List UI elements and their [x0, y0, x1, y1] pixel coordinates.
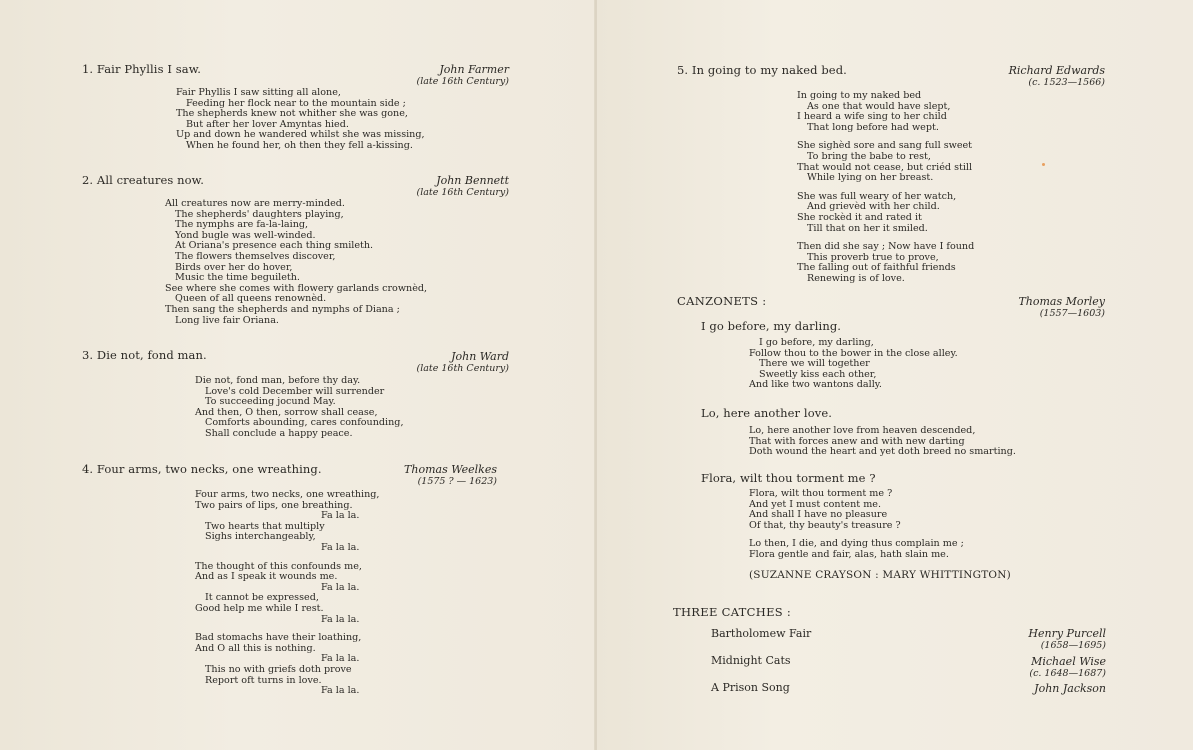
lyric-line: Fa la la. — [321, 685, 360, 697]
catch-title: Bartholomew Fair — [711, 627, 812, 640]
lyric-line: She sighèd sore and sang full sweet — [797, 140, 973, 152]
composer-name: John Bennett — [436, 174, 509, 187]
lyric-line: Fa la la. — [321, 541, 360, 553]
song-lyrics — [195, 490, 379, 697]
lyric-line: Flora, wilt thou torment me ? — [749, 488, 893, 499]
lyric-line: The nymphs are fa-la-laing, — [175, 219, 309, 231]
canzonet-lyrics — [749, 426, 1016, 458]
lyric-line: Fa la la. — [321, 653, 360, 665]
composer — [1029, 656, 1106, 680]
canzonet-title: I go before, my darling. — [701, 319, 842, 333]
catch-title: A Prison Song — [711, 681, 790, 694]
song-lyrics — [797, 91, 974, 285]
song-title: 1. Fair Phyllis I saw. — [82, 62, 202, 76]
lyric-line: And then, O then, sorrow shall cease, — [195, 406, 378, 418]
lyric-line: Die not, fond man, before thy day. — [195, 375, 361, 386]
composer — [404, 464, 497, 488]
catches-heading: THREE CATCHES : — [673, 605, 792, 619]
lyric-line: While lying on her breast. — [807, 172, 934, 184]
composer-name: John Ward — [451, 350, 509, 363]
composer — [1028, 628, 1106, 652]
lyric-line: Fair Phyllis I saw sitting all alone, — [176, 87, 341, 98]
lyric-line: Birds over her do hover, — [175, 261, 293, 273]
composer — [1018, 296, 1105, 320]
right-page — [597, 0, 1193, 750]
lyric-line: Bad stomachs have their loathing, — [195, 632, 362, 644]
lyric-line: And like two wantons dally. — [749, 379, 882, 391]
lyric-line: This no with griefs doth prove — [205, 663, 352, 675]
composer-dates: (c. 1523—1566) — [1028, 77, 1105, 88]
composer-dates: (1658—1695) — [1040, 640, 1106, 651]
composer-dates: (late 16th Century) — [416, 76, 509, 87]
left-page — [0, 0, 596, 750]
lyric-line: Then sang the shepherds and nymphs of Diana ; — [165, 303, 400, 315]
canzonet-title: Flora, wilt thou torment me ? — [701, 471, 876, 485]
lyric-line: This proverb true to prove, — [807, 251, 939, 263]
lyric-line: Sighs interchangeably, — [205, 531, 316, 543]
composer — [417, 351, 509, 375]
composer — [417, 175, 509, 199]
canzonet-lyrics — [749, 489, 964, 561]
song-title: 5. In going to my naked bed. — [677, 63, 847, 77]
lyric-line: When he found her, oh then they fell a-kissing. — [186, 139, 413, 151]
lyric-line: The shepherds' daughters playing, — [175, 208, 344, 220]
lyric-line: Queen of all queens renownèd. — [175, 293, 327, 305]
lyric-line: Sweetly kiss each other, — [759, 368, 877, 380]
composer — [1009, 65, 1105, 89]
canzonet-title: Lo, here another love. — [701, 406, 832, 420]
lyric-line: There we will together — [759, 358, 870, 370]
lyric-line: Love's cold December will surrender — [205, 385, 385, 397]
lyric-line: Two pairs of lips, one breathing. — [195, 499, 353, 511]
song-title: 4. Four arms, two necks, one wreathing. — [82, 462, 322, 476]
lyric-line: Fa la la. — [321, 510, 360, 522]
lyric-line: Fa la la. — [321, 581, 360, 593]
song-title: 2. All creatures now. — [82, 173, 204, 187]
lyric-line: Follow thou to the bower in the close alley. — [749, 347, 958, 359]
lyric-line: Four arms, two necks, one wreathing, — [195, 489, 380, 500]
lyric-line: But after her lover Amyntas hied. — [186, 118, 349, 130]
composer-name: Michael Wise — [1031, 655, 1106, 668]
lyric-line: Yond bugle was well-winded. — [175, 229, 316, 241]
paper-spot — [1042, 163, 1045, 166]
lyric-line: Two hearts that multiply — [205, 520, 325, 532]
lyric-line: Fa la la. — [321, 613, 360, 625]
performers-credit: (SUZANNE CRAYSON : MARY WHITTINGTON) — [749, 569, 1011, 581]
composer-name: Henry Purcell — [1028, 627, 1106, 640]
lyric-line: Report oft turns in love. — [205, 674, 322, 686]
lyric-line: That long before had wept. — [807, 121, 939, 133]
song-lyrics — [165, 199, 427, 326]
composer-name: Thomas Morley — [1018, 295, 1105, 308]
composer-dates: (1557—1603) — [1039, 308, 1105, 319]
lyric-line: Lo then, I die, and dying thus complain me ; — [749, 538, 964, 550]
lyric-line: Renewing is of love. — [807, 272, 905, 284]
lyric-line: The thought of this confounds me, — [195, 560, 362, 572]
composer-name: Richard Edwards — [1008, 64, 1105, 77]
lyric-line: See where she comes with flowery garlands crownèd, — [165, 282, 428, 294]
lyric-line: At Oriana's presence each thing smileth. — [175, 240, 374, 252]
lyric-line: That with forces anew and with new darting — [749, 435, 965, 447]
lyric-line: Then did she say ; Now have I found — [797, 241, 975, 253]
composer-dates: (late 16th Century) — [416, 363, 509, 374]
lyric-line: To bring the babe to rest, — [807, 150, 931, 162]
composer-name: John Farmer — [439, 63, 509, 76]
lyric-line: She rockèd it and rated it — [797, 211, 922, 223]
lyric-line: To succeeding jocund May. — [205, 396, 336, 408]
lyric-line: I heard a wife sing to her child — [797, 111, 947, 123]
lyric-line: Good help me while I rest. — [195, 602, 324, 614]
lyric-line: Feeding her flock near to the mountain side ; — [186, 97, 406, 109]
lyric-line: And shall I have no pleasure — [749, 509, 888, 521]
canzonets-heading: CANZONETS : — [677, 294, 767, 308]
lyric-line: And grievèd with her child. — [807, 201, 940, 213]
composer-dates: (c. 1648—1687) — [1029, 668, 1106, 679]
lyric-line: The falling out of faithful friends — [797, 262, 956, 274]
lyric-line: That would not cease, but criéd still — [797, 161, 973, 173]
lyric-line: And O all this is nothing. — [195, 642, 316, 654]
lyric-line: Till that on her it smiled. — [807, 222, 928, 234]
lyric-line: The flowers themselves discover, — [175, 250, 336, 262]
lyric-line: Lo, here another love from heaven descended, — [749, 425, 976, 436]
canzonet-lyrics — [749, 338, 958, 391]
lyric-line: It cannot be expressed, — [205, 592, 319, 604]
lyric-line: Long live fair Oriana. — [175, 314, 279, 326]
composer — [1034, 683, 1106, 695]
lyric-line: Comforts abounding, cares confounding, — [205, 417, 404, 429]
lyric-line: She was full weary of her watch, — [797, 190, 957, 202]
catch-title: Midnight Cats — [711, 654, 791, 667]
composer-dates: (late 16th Century) — [416, 187, 509, 198]
lyric-line: In going to my naked bed — [797, 90, 922, 101]
song-lyrics — [195, 376, 404, 440]
lyric-line: Music the time beguileth. — [175, 272, 300, 284]
lyric-line: Shall conclude a happy peace. — [205, 427, 353, 439]
lyric-line: Up and down he wandered whilst she was missing, — [176, 129, 425, 141]
lyric-line: All creatures now are merry-minded. — [165, 198, 345, 209]
lyric-line: I go before, my darling, — [759, 337, 874, 348]
composer-name: Thomas Weelkes — [404, 463, 497, 476]
composer — [417, 64, 509, 88]
lyric-line: Flora gentle and fair, alas, hath slain me. — [749, 548, 949, 560]
lyric-line: Of that, thy beauty's treasure ? — [749, 519, 901, 531]
song-title: 3. Die not, fond man. — [82, 348, 207, 362]
lyric-line: The shepherds knew not whither she was gone, — [176, 108, 408, 120]
lyric-line: As one that would have slept, — [807, 100, 951, 112]
lyric-line: Doth wound the heart and yet doth breed no smarting. — [749, 446, 1016, 458]
composer-dates: (1575 ? — 1623) — [417, 476, 497, 487]
lyric-line: And as I speak it wounds me. — [195, 571, 338, 583]
song-lyrics — [176, 88, 425, 152]
composer-name: John Jackson — [1034, 682, 1106, 695]
lyric-line: And yet I must content me. — [749, 498, 882, 510]
